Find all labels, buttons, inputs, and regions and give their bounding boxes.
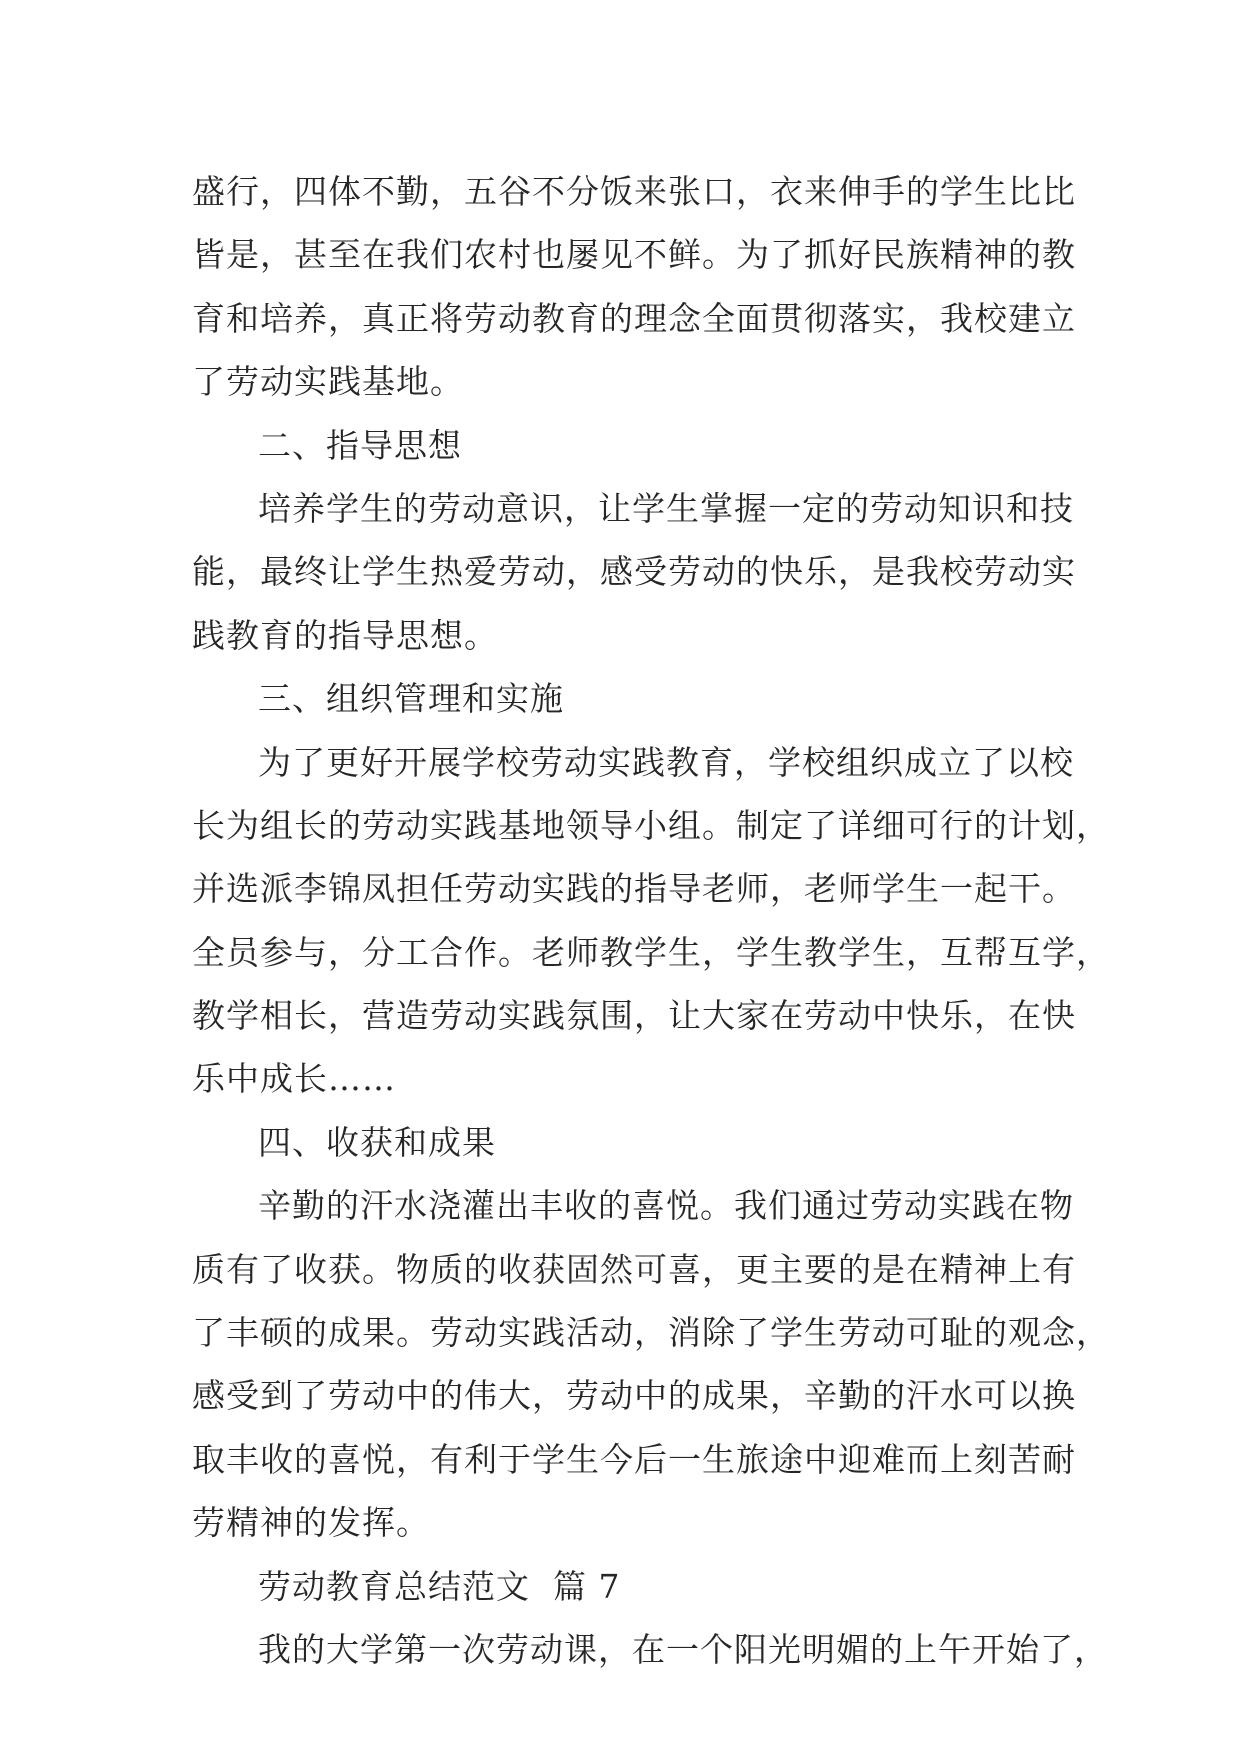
paragraph-line: 能，最终让学生热爱劳动，感受劳动的快乐，是我校劳动实	[192, 552, 1076, 592]
document-body	[192, 160, 1110, 1681]
paragraph-line: 皆是，甚至在我们农村也屡见不鲜。为了抓好民族精神的教	[192, 235, 1076, 275]
section-heading: 四、收获和成果	[258, 1122, 496, 1162]
paragraph-line: 践教育的指导思想。	[192, 615, 498, 655]
paragraph-line: 了丰硕的成果。劳动实践活动，消除了学生劳动可耻的观念，	[192, 1313, 1110, 1353]
section-heading: 二、指导思想	[258, 425, 462, 465]
paragraph-line: 我的大学第一次劳动课，在一个阳光明媚的上午开始了，	[258, 1629, 1108, 1669]
paragraph-line: 质有了收获。物质的收获固然可喜，更主要的是在精神上有	[192, 1249, 1076, 1289]
paragraph-line: 感受到了劳动中的伟大，劳动中的成果，辛勤的汗水可以换	[192, 1376, 1076, 1416]
paragraph-line: 乐中成长……	[192, 1059, 396, 1099]
paragraph-line: 劳精神的发挥。	[192, 1503, 430, 1543]
paragraph-line: 育和培养，真正将劳动教育的理念全面贯彻落实，我校建立	[192, 298, 1076, 338]
paragraph-line: 并选派李锦凤担任劳动实践的指导老师，老师学生一起干。	[192, 869, 1076, 909]
paragraph-line: 了劳动实践基地。	[192, 362, 464, 402]
paragraph-line: 全员参与，分工合作。老师教学生，学生教学生，互帮互学，	[192, 932, 1110, 972]
paragraph-line: 盛行，四体不勤，五谷不分饭来张口，衣来伸手的学生比比	[192, 172, 1076, 211]
article-title: 劳动教育总结范文 篇 7	[258, 1566, 621, 1606]
paragraph-line: 取丰收的喜悦，有利于学生今后一生旅途中迎难而上刻苦耐	[192, 1439, 1076, 1479]
paragraph-line: 长为组长的劳动实践基地领导小组。制定了详细可行的计划，	[192, 805, 1110, 845]
paragraph-line: 教学相长，营造劳动实践氛围，让大家在劳动中快乐，在快	[192, 996, 1076, 1036]
paragraph-line: 培养学生的劳动意识，让学生掌握一定的劳动知识和技	[258, 488, 1074, 528]
paragraph-line: 为了更好开展学校劳动实践教育，学校组织成立了以校	[258, 742, 1074, 782]
section-heading: 三、组织管理和实施	[258, 679, 564, 719]
paragraph-line: 辛勤的汗水浇灌出丰收的喜悦。我们通过劳动实践在物	[258, 1186, 1074, 1226]
